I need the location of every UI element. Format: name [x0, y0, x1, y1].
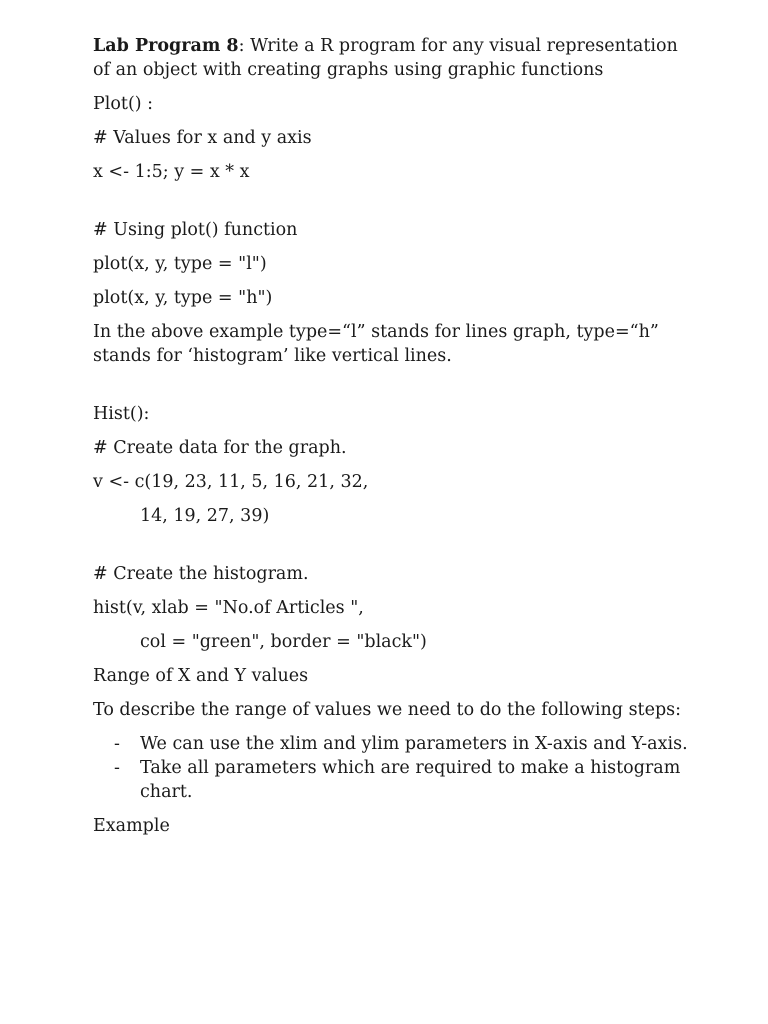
code-hist-line2: col = "green", border = "black") — [140, 632, 427, 652]
code-v-line1: v <- c(19, 23, 11, 5, 16, 21, 32, — [93, 472, 369, 492]
comment-hist: # Create the histogram. — [93, 564, 309, 584]
blank-line — [93, 378, 693, 402]
hist-heading: Hist(): — [93, 404, 150, 424]
steps-list — [93, 732, 693, 804]
code-plot-l: plot(x, y, type = "l") — [93, 254, 267, 274]
lab-title — [93, 34, 693, 82]
range-intro: To describe the range of values we need to do the following steps: — [93, 700, 682, 720]
code-plot-h: plot(x, y, type = "h") — [93, 288, 273, 308]
blank-line — [93, 194, 693, 218]
document-page — [93, 34, 693, 848]
plot-explanation: In the above example type=“l” stands for lines graph, type=“h” stands for ‘histogram’ like vertical lines. — [93, 322, 659, 366]
plot-heading: Plot() : — [93, 94, 154, 114]
comment-data: # Create data for the graph. — [93, 438, 347, 458]
code-v-line2: 14, 19, 27, 39) — [140, 506, 270, 526]
range-heading: Range of X and Y values — [93, 666, 309, 686]
comment-plot: # Using plot() function — [93, 220, 298, 240]
dash-marker: - — [114, 758, 120, 778]
comment-values: # Values for x and y axis — [93, 128, 312, 148]
code-xy: x <- 1:5; y = x * x — [93, 162, 250, 182]
list-item-text: We can use the xlim and ylim parameters in X-axis and Y-axis. — [140, 734, 688, 754]
example-label: Example — [93, 816, 170, 836]
dash-marker: - — [114, 734, 120, 754]
blank-line — [93, 538, 693, 562]
list-item — [93, 732, 693, 756]
list-item — [93, 756, 693, 804]
lab-title-text: : Write a R program for any visual representation of an object with creating graphs using graphic functions — [93, 36, 678, 80]
lab-title-bold: Lab Program 8 — [93, 36, 239, 56]
list-item-text: Take all parameters which are required to make a histogram chart. — [140, 758, 681, 802]
code-hist-line1: hist(v, xlab = "No.of Articles ", — [93, 598, 364, 618]
